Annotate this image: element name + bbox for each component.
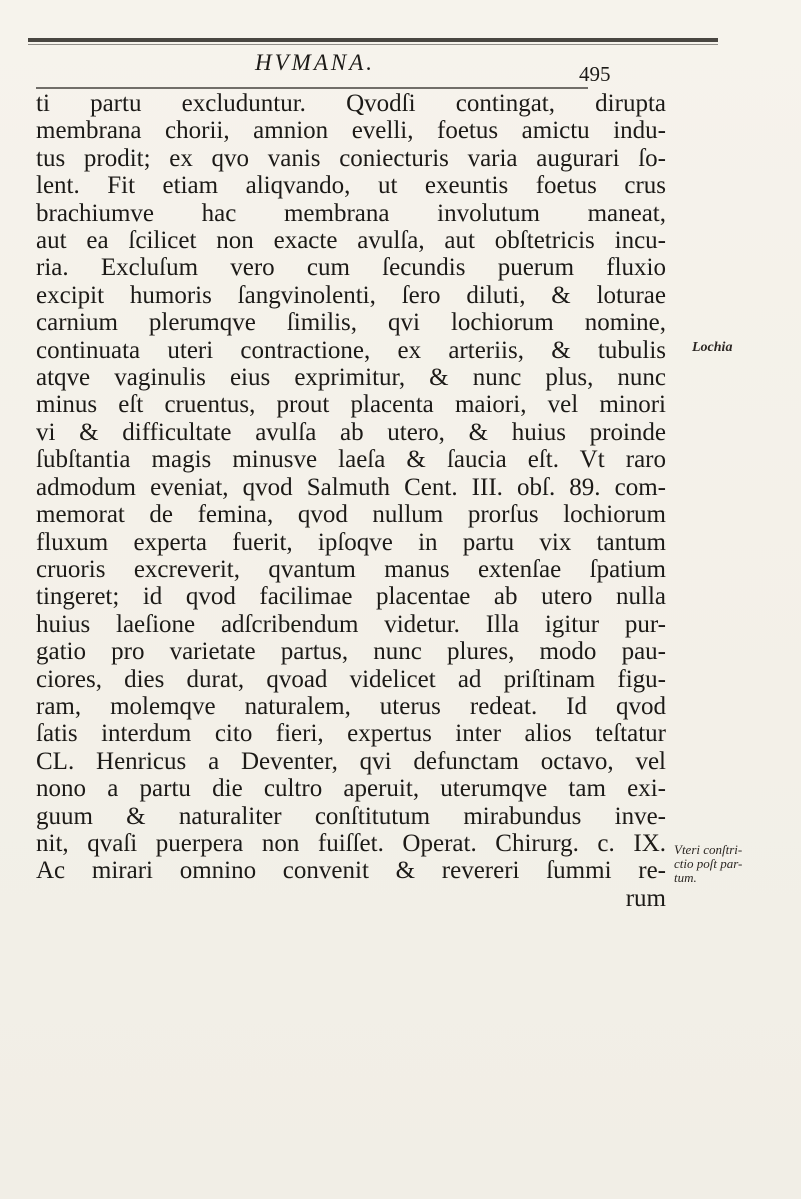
text-line: nit, qvaſi puerpera non fuiſſet. Operat. Chirurg. c. IX. [36, 829, 666, 857]
text-line: guum & naturaliter conſtitutum mirabundus inve- [36, 802, 666, 830]
running-head: HVMANA. [255, 50, 376, 75]
text-line: ſatis interdum cito fieri, expertus inter alios teſtatur [36, 720, 666, 748]
text-line: aut ea ſcilicet non exacte avulſa, aut obſtetricis incu- [36, 227, 666, 255]
text-line: ciores, dies durat, qvoad videlicet ad priſtinam figu- [36, 665, 666, 693]
margin-note-uteri-line-3: tum. [674, 870, 697, 885]
text-line: continuata uteri contractione, ex arteriis, & tubulis [36, 336, 666, 364]
body-text [36, 90, 666, 912]
text-line: ram, molemqve naturalem, uterus redeat. Id qvod [36, 692, 666, 720]
text-line: carnium plerumqve ſimilis, qvi lochiorum nomine, [36, 309, 666, 337]
text-line: huius laeſione adſcribendum videtur. Illa igitur pur- [36, 610, 666, 638]
text-line: ti partu excluduntur. Qvodſi contingat, dirupta [36, 90, 666, 117]
text-line: gatio pro varietate partus, nunc plures, modo pau- [36, 638, 666, 666]
top-border-rule-thin [28, 44, 718, 45]
text-line: memorat de femina, qvod nullum prorſus lochiorum [36, 501, 666, 529]
text-line: rum [625, 884, 666, 912]
text-line: CL. Henricus a Deventer, qvi defunctam octavo, vel [36, 747, 666, 775]
margin-note-uteri [674, 843, 742, 885]
text-line: tus prodit; ex qvo vanis coniecturis varia augurari ſo- [36, 144, 666, 172]
page-number: 495 [579, 62, 611, 86]
text-line: excipit humoris ſangvinolenti, ſero diluti, & loturae [36, 281, 666, 309]
text-line: tingeret; id qvod facilimae placentae ab utero nulla [36, 583, 666, 611]
text-line: minus eſt cruentus, prout placenta maiori, vel minori [36, 391, 666, 419]
text-line: nono a partu die cultro aperuit, uterumqve tam exi- [36, 775, 666, 803]
margin-note-lochia [692, 340, 732, 355]
text-line: cruoris excreverit, qvantum manus extenſae ſpatium [36, 555, 666, 583]
text-line: brachiumve hac membrana involutum maneat, [36, 199, 666, 227]
margin-note-uteri-line-2: ctio poſt par- [674, 856, 743, 871]
text-line: vi & difficultate avulſa ab utero, & huius proinde [36, 418, 666, 446]
header-rule [36, 87, 588, 89]
text-line: Ac mirari omnino convenit & revereri ſummi re- [36, 857, 666, 885]
text-line: membrana chorii, amnion evelli, foetus amictu indu- [36, 117, 666, 145]
top-border-rule [28, 38, 718, 42]
text-line: admodum eveniat, qvod Salmuth Cent. III. obſ. 89. com- [36, 473, 666, 501]
text-line: lent. Fit etiam aliqvando, ut exeuntis foetus crus [36, 172, 666, 200]
text-line: ria. Excluſum vero cum ſecundis puerum fluxio [36, 254, 666, 282]
text-line: fluxum experta fuerit, ipſoqve in partu vix tantum [36, 528, 666, 556]
text-line: ſubſtantia magis minusve laeſa & ſaucia eſt. Vt raro [36, 446, 666, 474]
margin-note-lochia-text: Lochia [692, 340, 733, 355]
margin-note-uteri-line-1: Vteri conſtri- [674, 842, 743, 857]
text-line: atqve vaginulis eius exprimitur, & nunc plus, nunc [36, 364, 666, 392]
